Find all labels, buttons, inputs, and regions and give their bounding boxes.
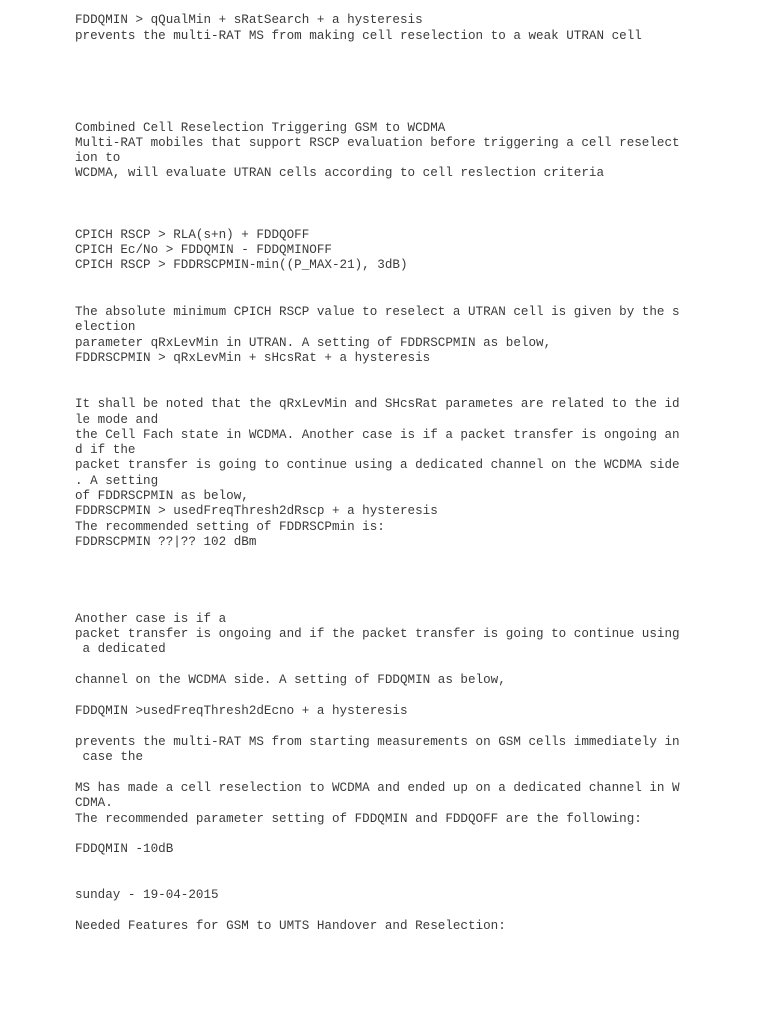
section-heading: Needed Features for GSM to UMTS Handover and Reselection:: [75, 919, 506, 933]
formula-line: CPICH RSCP > FDDRSCPMIN-min((P_MAX-21), 3dB): [75, 258, 408, 272]
text-line: . A setting: [75, 474, 159, 488]
formula-line: FDDRSCPMIN > qRxLevMin + sHcsRat + a hysteresis: [75, 351, 431, 365]
text-line: Another case is if a: [75, 612, 227, 626]
section-heading: Combined Cell Reselection Triggering GSM to WCDMA: [75, 121, 446, 135]
text-line: The recommended parameter setting of FDDQMIN and FDDQOFF are the following:: [75, 812, 642, 826]
text-line: election: [75, 320, 136, 334]
text-line: ion to: [75, 151, 121, 165]
text-line: case the: [75, 750, 144, 764]
text-line: the Cell Fach state in WCDMA. Another case is if a packet transfer is ongoing an: [75, 428, 680, 442]
text-line: Multi-RAT mobiles that support RSCP evaluation before triggering a cell reselect: [75, 136, 680, 150]
text-line: It shall be noted that the qRxLevMin and SHcsRat parametes are related to the id: [75, 397, 680, 411]
text-line: d if the: [75, 443, 136, 457]
date-line: sunday - 19-04-2015: [75, 888, 219, 902]
text-line: parameter qRxLevMin in UTRAN. A setting of FDDRSCPMIN as below,: [75, 336, 552, 350]
text-line: prevents the multi-RAT MS from making cell reselection to a weak UTRAN cell: [75, 29, 642, 43]
text-line: FDDQMIN > qQualMin + sRatSearch + a hysteresis: [75, 13, 423, 27]
formula-line: CPICH Ec/No > FDDQMIN - FDDQMINOFF: [75, 243, 332, 257]
formula-line: FDDQMIN -10dB: [75, 842, 174, 856]
formula-line: CPICH RSCP > RLA(s+n) + FDDQOFF: [75, 228, 310, 242]
text-line: MS has made a cell reselection to WCDMA and ended up on a dedicated channel in W: [75, 781, 680, 795]
formula-line: FDDRSCPMIN ??|?? 102 dBm: [75, 535, 257, 549]
text-line: prevents the multi-RAT MS from starting measurements on GSM cells immediately in: [75, 735, 680, 749]
text-line: The absolute minimum CPICH RSCP value to reselect a UTRAN cell is given by the s: [75, 305, 680, 319]
text-line: WCDMA, will evaluate UTRAN cells according to cell reslection criteria: [75, 166, 605, 180]
text-line: CDMA.: [75, 796, 113, 810]
text-line: The recommended setting of FDDRSCPmin is:: [75, 520, 385, 534]
text-line: channel on the WCDMA side. A setting of FDDQMIN as below,: [75, 673, 506, 687]
formula-line: FDDQMIN >usedFreqThresh2dEcno + a hysteresis: [75, 704, 408, 718]
formula-line: FDDRSCPMIN > usedFreqThresh2dRscp + a hysteresis: [75, 504, 438, 518]
text-line: le mode and: [75, 413, 159, 427]
text-line: packet transfer is ongoing and if the packet transfer is going to continue using: [75, 627, 680, 641]
text-line: a dedicated: [75, 642, 166, 656]
text-line: of FDDRSCPMIN as below,: [75, 489, 249, 503]
text-line: packet transfer is going to continue using a dedicated channel on the WCDMA side: [75, 458, 680, 472]
